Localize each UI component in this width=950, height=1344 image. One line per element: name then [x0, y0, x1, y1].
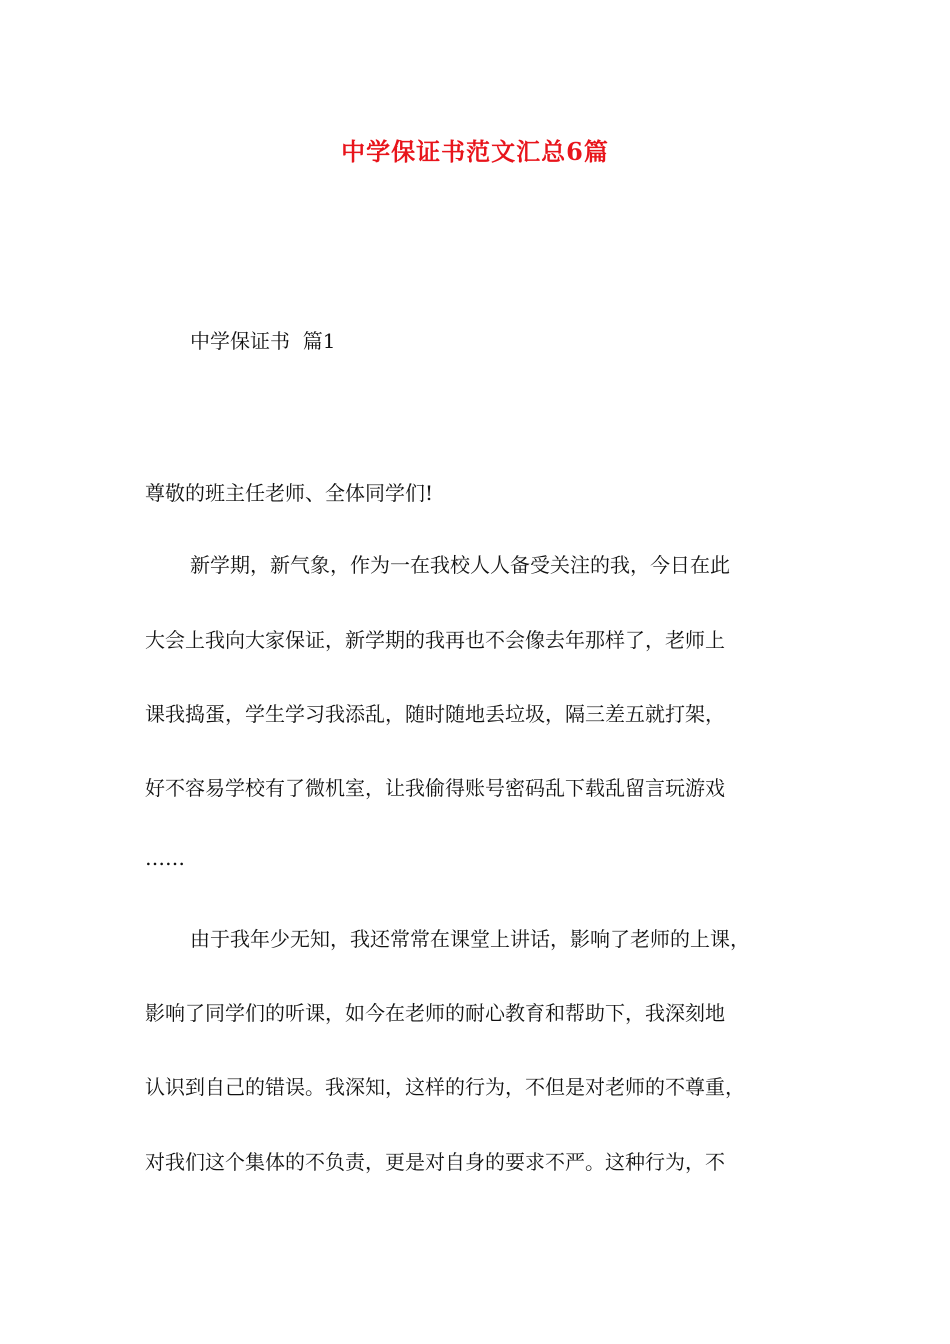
paragraph-line: 影响了同学们的听课，如今在老师的耐心教育和帮助下，我深刻地: [145, 1001, 725, 1025]
paragraph-line: 由于我年少无知，我还常常在课堂上讲话，影响了老师的上课，: [190, 927, 750, 951]
paragraph-line: 课我捣蛋，学生学习我添乱，随时随地丢垃圾，隔三差五就打架，: [145, 702, 725, 726]
salutation: 尊敬的班主任老师、全体同学们!: [145, 481, 434, 505]
paragraph-line: 大会上我向大家保证，新学期的我再也不会像去年那样了，老师上: [145, 628, 725, 652]
paragraph-line: 认识到自己的错误。我深知，这样的行为，不但是对老师的不尊重，: [145, 1075, 745, 1099]
paragraph-line: 好不容易学校有了微机室，让我偷得账号密码乱下载乱留言玩游戏: [145, 776, 725, 800]
document-title: 中学保证书范文汇总6篇: [341, 137, 609, 166]
paragraph-line: 新学期，新气象，作为一在我校人人备受关注的我，今日在此: [190, 553, 730, 577]
paragraph-line: 对我们这个集体的不负责，更是对自身的要求不严。这种行为，不: [145, 1150, 725, 1174]
section-heading: 中学保证书 篇1: [190, 329, 336, 353]
paragraph-line: ……: [145, 846, 185, 870]
